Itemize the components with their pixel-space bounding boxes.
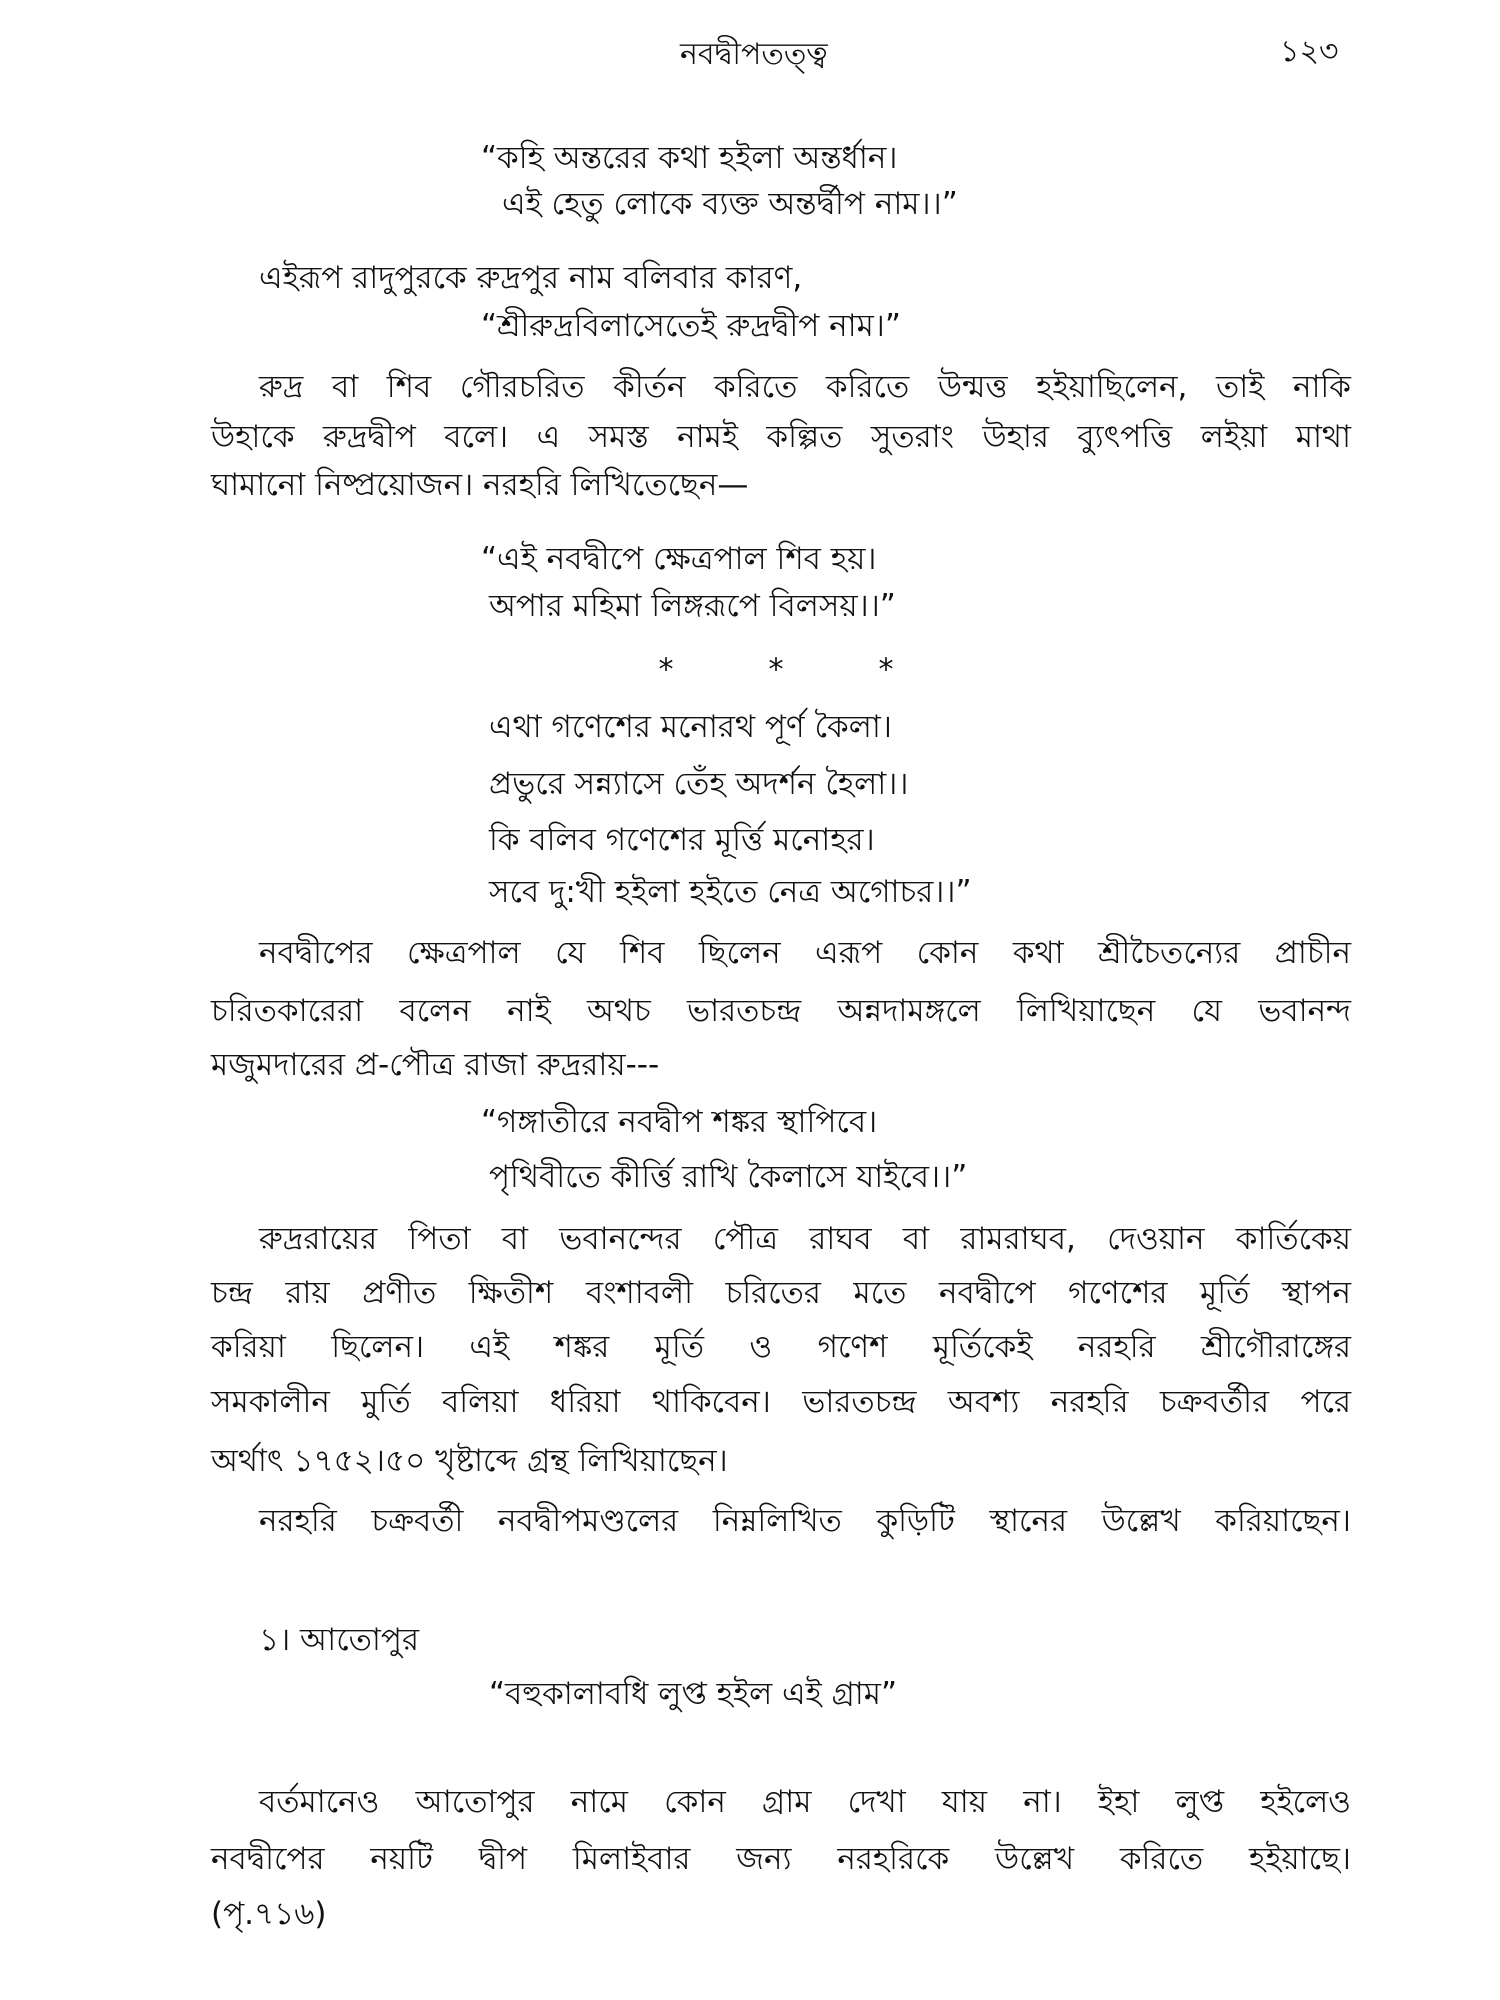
paragraph-line: ঘামানো নিষ্প্রয়োজন। নরহরি লিখিতেছেন— [211, 467, 749, 503]
verse-line: পৃথিবীতে কীর্ত্তি রাখি কৈলাসে যাইবে।।” [489, 1159, 968, 1195]
verse-line: এই হেতু লোকে ব্যক্ত অন্তর্দ্বীপ নাম।।” [502, 186, 958, 222]
verse-line: “কহি অন্তরের কথা হইলা অন্তর্ধান। [481, 140, 898, 176]
paragraph-line: রুদ্ররায়ের পিতা বা ভবানন্দের পৌত্র রাঘব বা রামরাঘব, দেওয়ান কার্তিকেয় [259, 1221, 1351, 1257]
paragraph-line: বর্তমানেও আতোপুর নামে কোন গ্রাম দেখা যায় না। ইহা লুপ্ত হইলেও [259, 1784, 1351, 1820]
verse-line: প্রভুরে সন্ন্যাসে তেঁহ অদর্শন হৈলা।। [489, 766, 909, 802]
page-reference: (পৃ.৭১৬) [211, 1896, 327, 1932]
paragraph-line: অর্থাৎ ১৭৫২।৫০ খৃষ্টাব্দে গ্রন্থ লিখিয়াছেন। [211, 1443, 728, 1479]
paragraph-line: চন্দ্র রায় প্রণীত ক্ষিতীশ বংশাবলী চরিতের মতে নবদ্বীপে গণেশের মূর্তি স্থাপন [211, 1275, 1351, 1311]
paragraph-line: করিয়া ছিলেন। এই শঙ্কর মূর্তি ও গণেশ মূর্তিকেই নরহরি শ্রীগৌরাঙ্গের [211, 1329, 1351, 1365]
paragraph-line: এইরূপ রাদুপুরকে রুদ্রপুর নাম বলিবার কারণ, [259, 260, 803, 296]
separator-asterisk: * [878, 652, 894, 688]
paragraph-line: নবদ্বীপের নয়টি দ্বীপ মিলাইবার জন্য নরহরিকে উল্লেখ করিতে হইয়াছে। [211, 1841, 1351, 1877]
paragraph-line: উহাকে রুদ্রদ্বীপ বলে। এ সমস্ত নামই কল্পিত সুতরাং উহার ব্যুৎপত্তি লইয়া মাথা [211, 419, 1351, 455]
verse-line: কি বলিব গণেশের মূর্ত্তি মনোহর। [489, 822, 875, 858]
separator-asterisk: * [658, 652, 674, 688]
separator-asterisk: * [768, 652, 784, 688]
paragraph-line: সমকালীন মুর্তি বলিয়া ধরিয়া থাকিবেন। ভারতচন্দ্র অবশ্য নরহরি চক্রবর্তীর পরে [211, 1384, 1351, 1420]
verse-line: “এই নবদ্বীপে ক্ষেত্রপাল শিব হয়। [481, 541, 877, 577]
verse-line: অপার মহিমা লিঙ্গরূপে বিলসয়।।” [489, 588, 896, 624]
verse-line: এথা গণেশের মনোরথ পূর্ণ কৈলা। [489, 709, 892, 745]
section-heading: ১। আতোপুর [259, 1622, 420, 1658]
page-number: ১২৩ [1280, 34, 1339, 69]
verse-line: “বহুকালাবধি লুপ্ত হইল এই গ্রাম” [489, 1676, 898, 1712]
verse-line: “শ্রীরুদ্রবিলাসেতেই রুদ্রদ্বীপ নাম।” [481, 308, 901, 344]
verse-line: “গঙ্গাতীরে নবদ্বীপ শঙ্কর স্থাপিবে। [481, 1104, 878, 1140]
paragraph-line: রুদ্র বা শিব গৌরচরিত কীর্তন করিতে করিতে উন্মত্ত হইয়াছিলেন, তাই নাকি [259, 369, 1351, 405]
paragraph-line: নবদ্বীপের ক্ষেত্রপাল যে শিব ছিলেন এরূপ কোন কথা শ্রীচৈতন্যের প্রাচীন [259, 935, 1351, 971]
verse-line: সবে দু:খী হইলা হইতে নেত্র অগোচর।।” [489, 874, 972, 910]
paragraph-line: নরহরি চক্রবর্তী নবদ্বীপমণ্ডলের নিম্নলিখিত কুড়িটি স্থানের উল্লেখ করিয়াছেন। [259, 1503, 1351, 1539]
paragraph-line: মজুমদারের প্র-পৌত্র রাজা রুদ্ররায়--- [211, 1047, 660, 1083]
paragraph-line: চরিতকারেরা বলেন নাই অথচ ভারতচন্দ্র অন্নদামঙ্গলে লিখিয়াছেন যে ভবানন্দ [211, 993, 1351, 1029]
running-header-title: নবদ্বীপতত্ত্ব [680, 37, 828, 72]
